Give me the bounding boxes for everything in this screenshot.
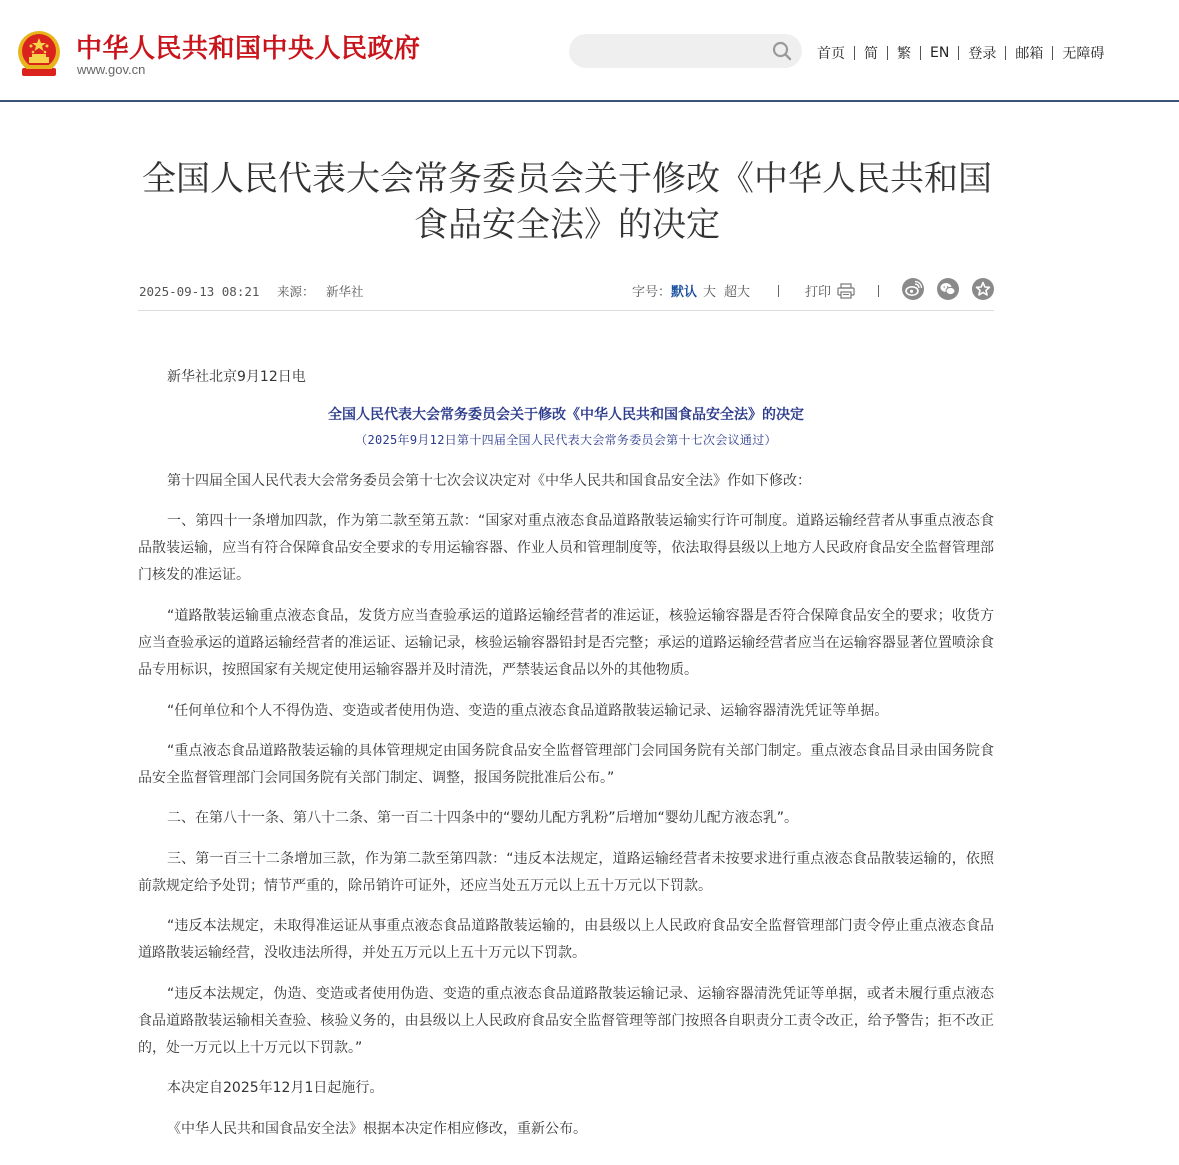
print-label: 打印: [805, 285, 832, 300]
font-size-large[interactable]: 大: [703, 285, 717, 300]
publish-datetime: 2025-09-13 08:21: [139, 284, 260, 299]
paragraph: 第十四届全国人民代表大会常务委员会第十七次会议决定对《中华人民共和国食品安全法》作如下修改：: [167, 473, 811, 489]
nav-simplified[interactable]: 简: [864, 46, 878, 62]
source-value: 新华社: [326, 284, 364, 299]
paragraph: 《中华人民共和国食品安全法》根据本决定作相应修改，重新公布。: [167, 1121, 587, 1137]
site-header: [0, 0, 1179, 102]
source-label: 来源：: [276, 284, 315, 299]
weibo-share-button[interactable]: [902, 278, 924, 300]
title-line-2: 食品安全法》的决定: [414, 205, 720, 245]
paragraph: 三、第一百三十二条增加三款，作为第二款至第四款：“违反本法规定，道路运输经营者未按要求进行重点液态食品散装运输的，依照前款规定给予处罚；情节严重的，除吊销许可证外，还应当处五万元以上五十万元以下罚款。: [138, 851, 994, 894]
paragraph: 本决定自2025年12月1日起施行。: [167, 1080, 384, 1096]
article-meta-bar: [138, 276, 994, 311]
top-nav: [817, 43, 1104, 63]
national-emblem-logo[interactable]: [16, 30, 62, 78]
paragraph: “违反本法规定，伪造、变造或者使用伪造、变造的重点液态食品道路散装运输记录、运输容器清洗凭证等单据，或者未履行重点液态食品道路散装运输相关查验、核验义务的，由县级以上人民政府食品安全监督管理等部门按照各自职责分工责令改正，给予警告；拒不改正的，处一万元以上十万元以下罚款。”: [138, 986, 994, 1056]
divider: [958, 46, 959, 60]
search-box: [569, 34, 802, 68]
paragraph: “重点液态食品道路散装运输的具体管理规定由国务院食品安全监督管理部门会同国务院有关部门制定。重点液态食品目录由国务院食品安全监督管理部门会同国务院有关部门制定、调整，报国务院批准后公布。”: [138, 743, 994, 786]
divider: [887, 46, 888, 60]
font-size-default[interactable]: 默认: [671, 285, 698, 300]
title-line-1: 全国人民代表大会常务委员会关于修改《中华人民共和国: [142, 159, 992, 199]
divider: [778, 285, 779, 297]
divider: [854, 46, 855, 60]
printer-icon: [837, 283, 855, 299]
decision-title: 全国人民代表大会常务委员会关于修改《中华人民共和国食品安全法》的决定: [328, 407, 804, 423]
nav-accessibility[interactable]: 无障碍: [1062, 46, 1105, 62]
decision-note: （2025年9月12日第十四届全国人民代表大会常务委员会第十七次会议通过）: [355, 433, 777, 447]
paragraph: 一、第四十一条增加四款，作为第二款至第五款：“国家对重点液态食品道路散装运输实行许可制度。道路运输经营者从事重点液态食品散装运输，应当有符合保障食品安全要求的专用运输容器、作业人员和管理制度等，依法取得县级以上地方人民政府食品安全监督管理部门核发的准运证。: [138, 513, 994, 583]
weibo-icon: [902, 278, 924, 300]
nav-mailbox[interactable]: 邮箱: [1015, 46, 1044, 62]
wechat-icon: [937, 278, 959, 300]
site-name[interactable]: 中华人民共和国中央人民政府: [76, 34, 421, 64]
paragraph: “违反本法规定，未取得准运证从事重点液态食品道路散装运输的，由县级以上人民政府食品安全监督管理部门责令停止重点液态食品道路散装运输经营，没收违法所得，并处五万元以上五十万元以下罚款。: [138, 918, 994, 961]
favorite-icon: [972, 278, 994, 300]
divider: [920, 46, 921, 60]
search-input[interactable]: [583, 34, 763, 68]
paragraph: “道路散装运输重点液态食品，发货方应当查验承运的道路运输经营者的准运证，核验运输容器是否符合保障食品安全的要求；收货方应当查验承运的道路运输经营者的准运证、运输记录，核验运输容器铅封是否完整；承运的道路运输经营者应当在运输容器显著位置喷涂食品专用标识，按照国家有关规定使用运输容器并及时清洗，严禁装运食品以外的其他物质。: [138, 608, 994, 678]
wechat-share-button[interactable]: [937, 278, 959, 300]
nav-english[interactable]: EN: [930, 45, 950, 61]
page-title: [138, 156, 996, 248]
font-size-selector: [632, 281, 750, 300]
nav-home[interactable]: 首页: [817, 46, 845, 62]
publish-info: [139, 282, 374, 300]
nav-login[interactable]: 登录: [968, 46, 997, 62]
divider: [878, 285, 879, 297]
divider: [1052, 46, 1053, 60]
print-button[interactable]: [805, 281, 855, 300]
paragraph: “任何单位和个人不得伪造、变造或者使用伪造、变造的重点液态食品道路散装运输记录、运输容器清洗凭证等单据。: [167, 703, 889, 719]
divider: [1005, 46, 1006, 60]
favorite-share-button[interactable]: [972, 278, 994, 300]
font-size-label: 字号：: [632, 285, 672, 300]
dateline: 新华社北京9月12日电: [167, 369, 306, 385]
nav-traditional[interactable]: 繁: [897, 46, 911, 62]
site-url: www.gov.cn: [77, 62, 146, 77]
search-icon[interactable]: [772, 41, 792, 61]
font-size-xlarge[interactable]: 超大: [724, 285, 751, 300]
paragraph: 二、在第八十一条、第八十二条、第一百二十四条中的“婴幼儿配方乳粉”后增加“婴幼儿配方液态乳”。: [167, 810, 799, 826]
